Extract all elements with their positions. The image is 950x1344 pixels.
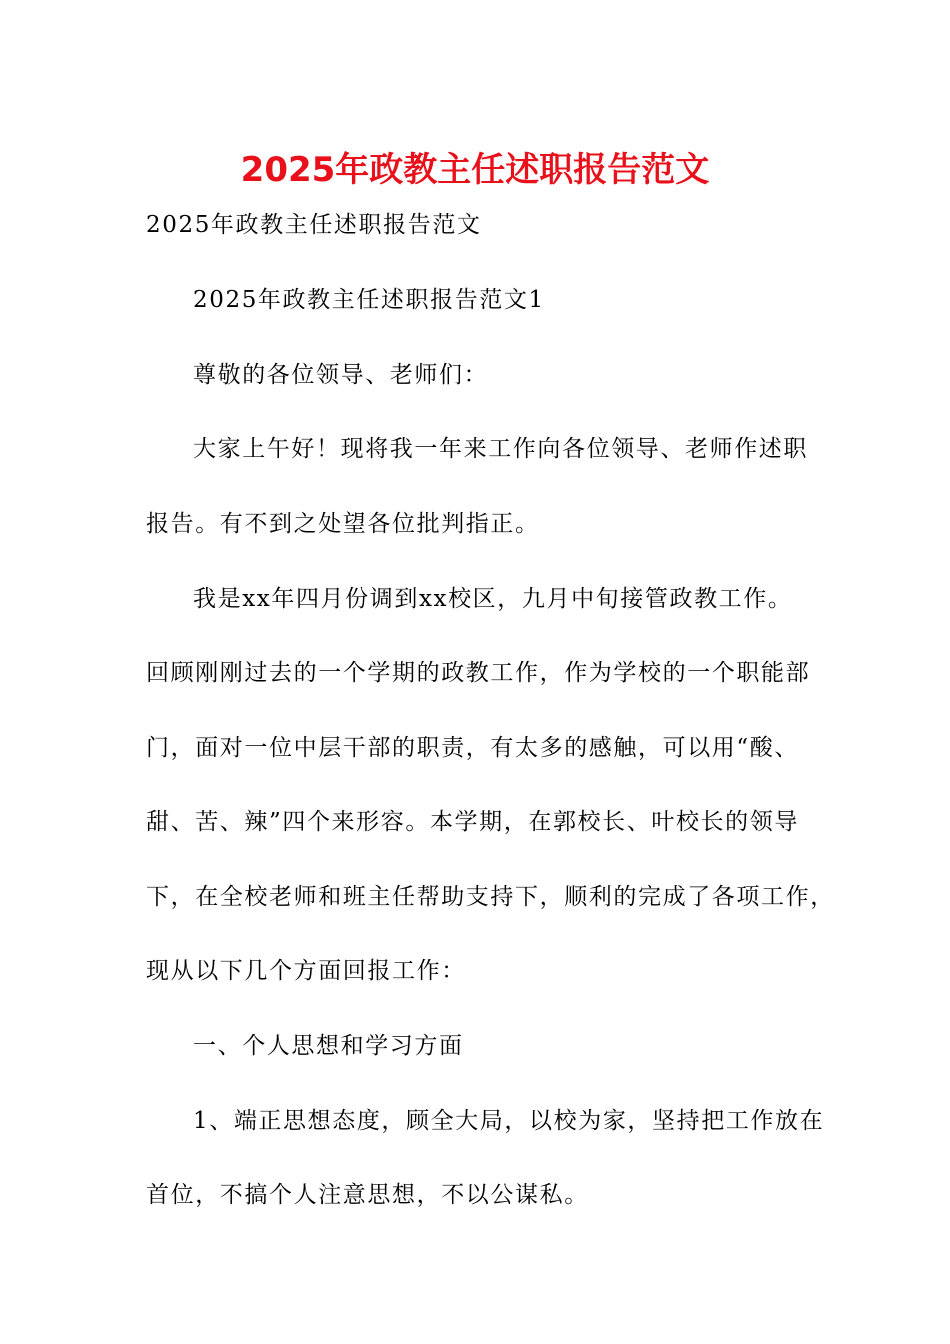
paragraph-line: 大家上午好！现将我一年来工作向各位领导、老师作述职	[193, 436, 808, 462]
paragraph-line: 首位，不搞个人注意思想，不以公谋私。	[146, 1182, 589, 1208]
paragraph-line: 门，面对一位中层干部的职责，有太多的感触，可以用“酸、	[146, 735, 799, 761]
document-title: 2025年政教主任述职报告范文	[240, 150, 710, 190]
paragraph-line: 1、端正思想态度，顾全大局，以校为家，坚持把工作放在	[193, 1108, 825, 1134]
paragraph-line: 报告。有不到之处望各位批判指正。	[146, 511, 540, 537]
paragraph-line: 现从以下几个方面回报工作：	[146, 958, 466, 984]
paragraph-line: 下，在全校老师和班主任帮助支持下，顺利的完成了各项工作，	[146, 884, 835, 910]
paragraph-line: 回顾刚刚过去的一个学期的政教工作，作为学校的一个职能部	[146, 660, 811, 686]
paragraph-line: 我是xx年四月份调到xx校区，九月中旬接管政教工作。	[193, 586, 793, 612]
doc-subtitle: 2025年政教主任述职报告范文	[146, 212, 482, 238]
salutation: 尊敬的各位领导、老师们：	[193, 362, 489, 388]
section-heading: 一、个人思想和学习方面	[193, 1033, 464, 1059]
paragraph-line: 甜、苦、辣”四个来形容。本学期，在郭校长、叶校长的领导	[146, 809, 799, 835]
section-heading: 2025年政教主任述职报告范文1	[193, 287, 545, 313]
